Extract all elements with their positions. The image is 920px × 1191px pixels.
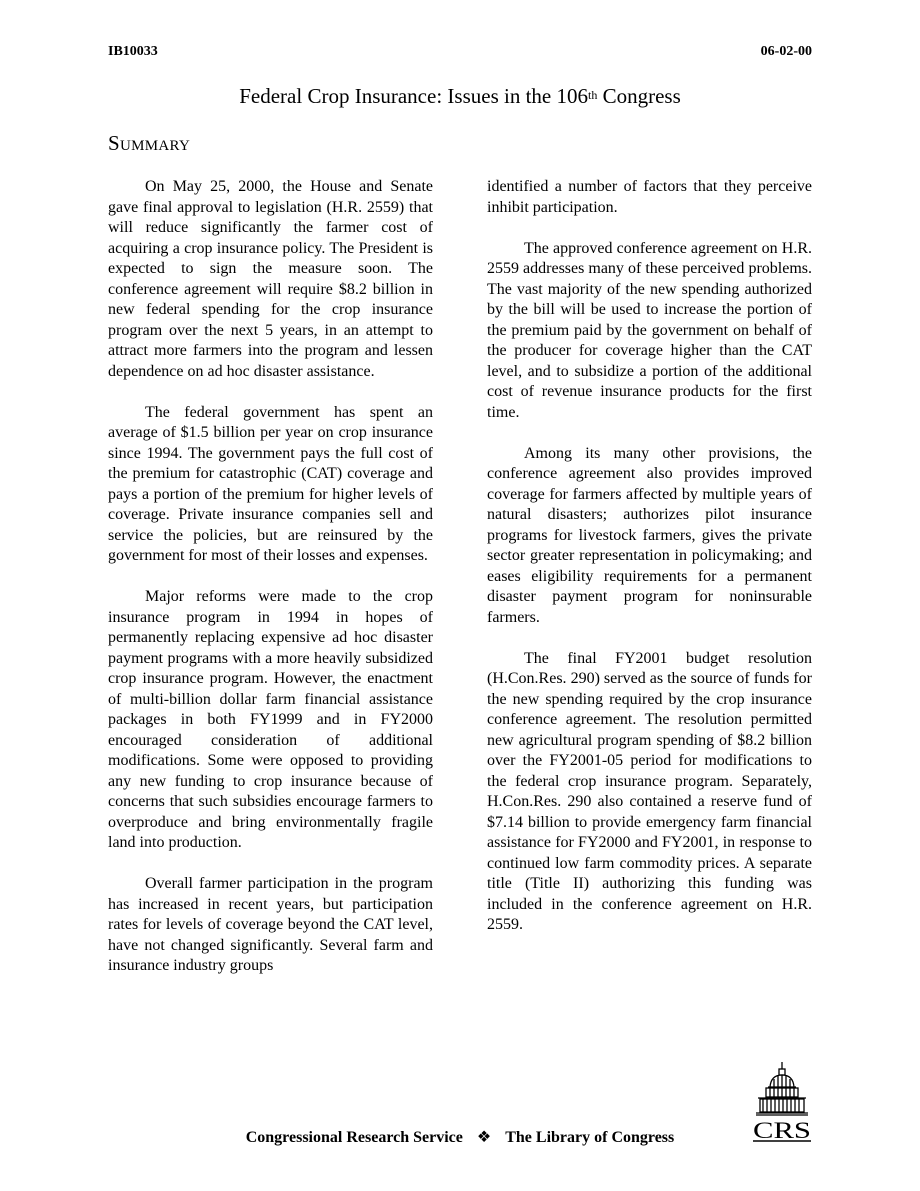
paragraph: The federal government has spent an average of $1.5 billion per year on crop insurance since 1994. The government pays the full cost of the premium for catastrophic (CAT) coverage and pays a portion of the premium for higher levels of coverage. Private insurance companies sell and service the policies, but are reinsured by the government for most of their losses and expenses. [108,403,433,564]
section-heading: Summary [108,131,191,155]
footer-library: The Library of Congress [505,1129,675,1146]
capitol-dome-icon [756,1062,808,1115]
crs-logo-text: CRS [753,1118,811,1143]
paragraph: Major reforms were made to the crop insurance program in 1994 in hopes of permanently replacing expensive ad hoc disaster payment programs with a more heavily subsidized crop insurance program. However, the enactment of multi-billion dollar farm financial assistance packages in both FY1999 and in FY2000 encouraged consideration of additional modifications. Some were opposed to providing any new funding to crop insurance because of concerns that such subsidies encourage farmers to overproduce and bring environmentally fragile land into production. [108,588,433,851]
crs-logo [748,1060,816,1144]
paragraph: Overall farmer participation in the program has increased in recent years, but participation rates for levels of coverage beyond the CAT level, have not changed significantly. Several farm and insurance industry groups [108,875,433,974]
document-id: IB10033 [108,44,158,59]
footer-separator-icon: ❖ [476,1129,492,1146]
paragraph: On May 25, 2000, the House and Senate gave final approval to legislation (H.R. 2559) that will reduce significantly the farmer cost of acquiring a crop insurance policy. The President is expected to sign the measure soon. The conference agreement will require $8.2 billion in new federal spending for the crop insurance program over the next 5 years, in an attempt to attract more farmers into the program and lessen dependence on ad hoc disaster assistance. [108,178,433,380]
document-date: 06-02-00 [760,44,812,59]
title-tail: Congress [597,84,681,108]
paragraph: Among its many other provisions, the conference agreement also provides improved coverage for farmers affected by multiple years of natural disasters; authorizes pilot insurance programs for livestock farmers, gives the private sector greater representation in policymaking; and eases eligibility requirements for a permanent disaster payment program for noninsurable farmers. [487,444,812,626]
paragraph: The final FY2001 budget resolution (H.Con.Res. 290) served as the source of funds for the new spending required by the crop insurance conference agreement. The resolution permitted new agricultural program spending of $8.2 billion over the FY2001-05 period for modifications to the federal crop insurance program. Separately, H.Con.Res. 290 also contained a reserve fund of $7.14 billion to provide emergency farm financial assistance for FY2000 and FY2001, in response to continued low farm commodity prices. A separate title (Title II) authorizing this funding was included in the conference agreement on H.R. 2559. [487,649,812,933]
paragraph-continuation: identified a number of factors that they perceive inhibit participation. [487,178,812,216]
footer-org: Congressional Research Service [245,1129,463,1146]
title-main: Federal Crop Insurance: Issues in the 106 [239,84,588,108]
document-title [0,84,920,108]
left-column [108,177,433,997]
title-ordinal-suffix: th [587,88,598,102]
paragraph: The approved conference agreement on H.R. 2559 addresses many of these perceived problems. The vast majority of the new spending authorized by the bill will be used to increase the portion of the premium paid by the government on behalf of the producer for coverage higher than the CAT level, and to subsidize a portion of the additional cost of revenue insurance products for the first time. [487,239,812,421]
right-column [487,177,812,956]
